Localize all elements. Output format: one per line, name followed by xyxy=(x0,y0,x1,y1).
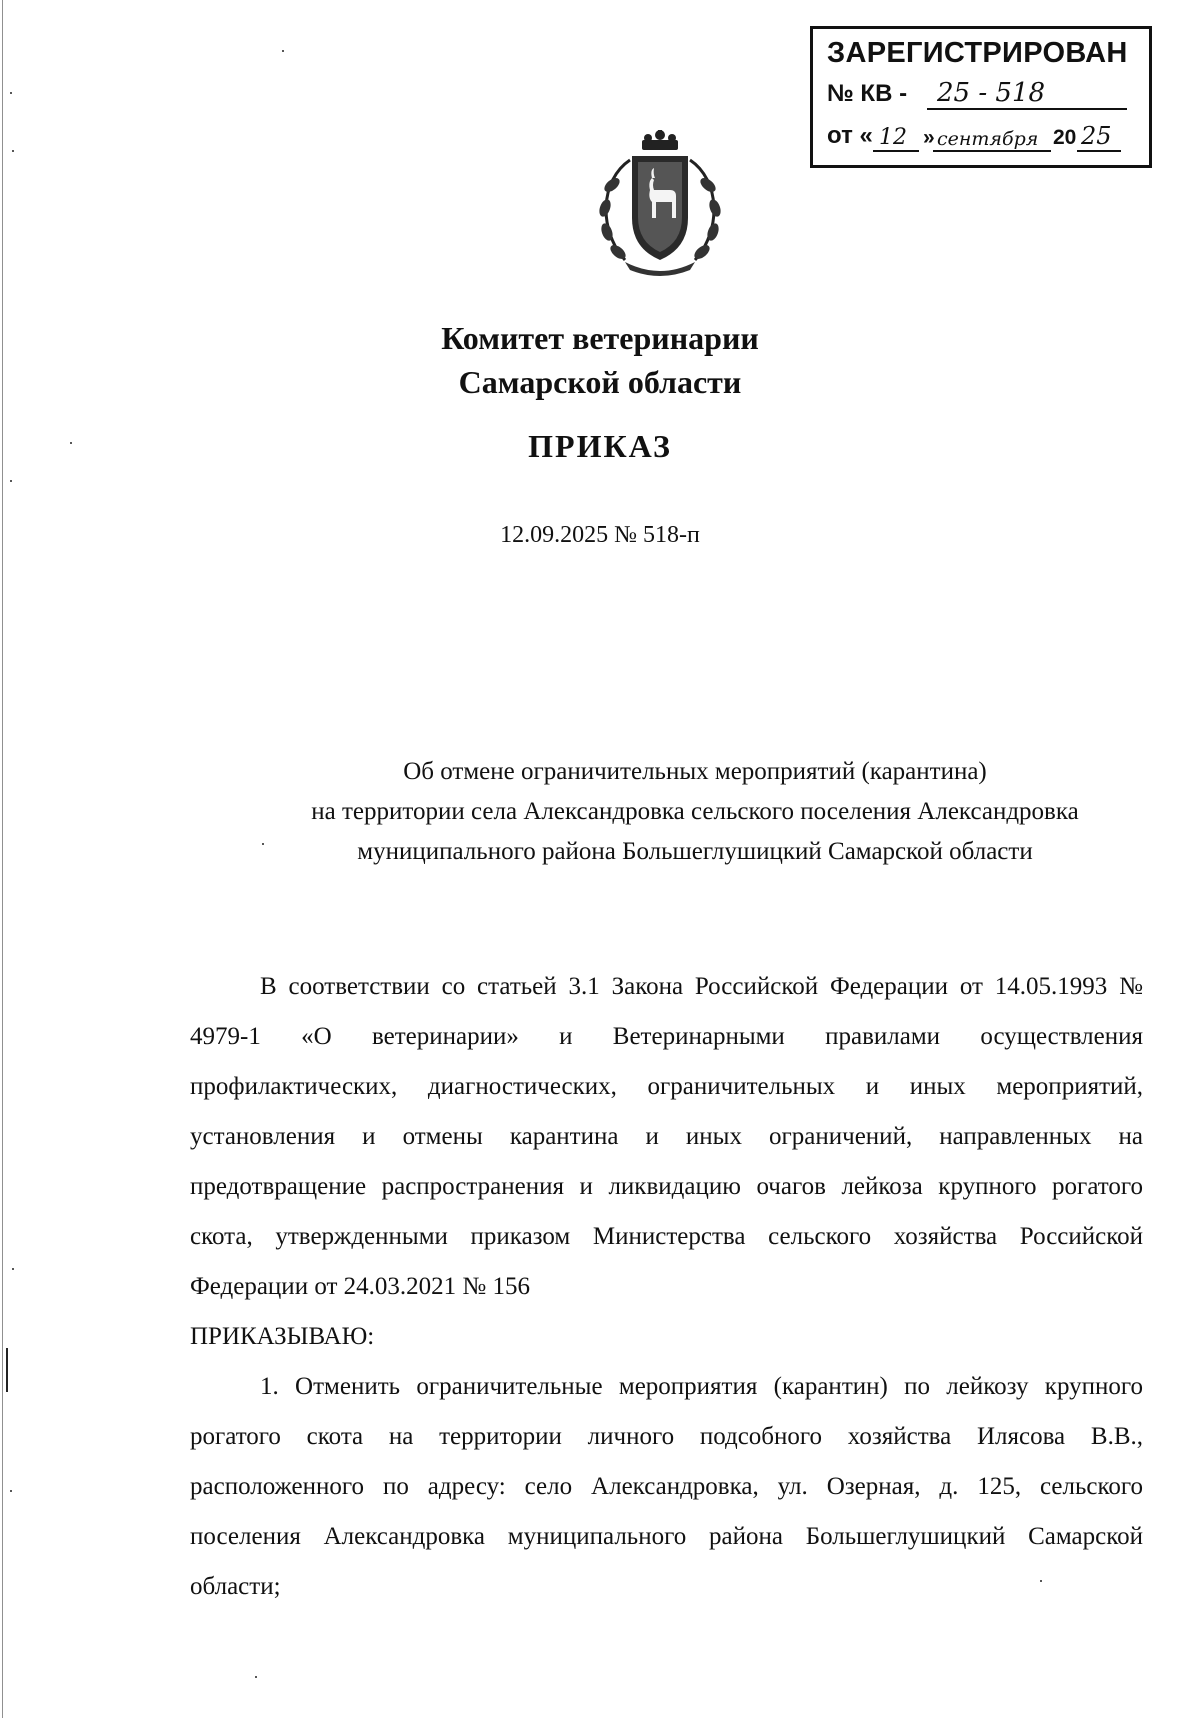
document-type: ПРИКАЗ xyxy=(528,428,672,464)
scan-dot xyxy=(12,150,14,152)
subject-line3: муниципального района Большеглушицкий Самарской области xyxy=(357,838,1033,865)
stamp-month-handwritten: сентября xyxy=(937,128,1039,150)
scan-dot xyxy=(255,1676,257,1678)
registration-stamp xyxy=(810,26,1152,168)
scan-dot xyxy=(10,480,12,482)
preamble-paragraph: В соответствии со статьей 3.1 Закона Российской Федерации от 14.05.1993 № 4979-1 «О ветеринарии» и Ветеринарными правилами осуществления профилактических, диагностических, ограничительных и иных мероприятий, установления и отмены карантина и иных ограничений, направленных на предотвращение распространения и ликвидацию очагов лейкоза крупного рогатого скота, утвержденными приказом Министерства сельского хозяйства Российской Федерации от 24.03.2021 № 156 xyxy=(190,973,1143,1300)
scan-artifact-line xyxy=(6,1348,8,1392)
subject-line2: на территории села Александровка сельского поселения Александровка xyxy=(311,798,1079,825)
document-subject xyxy=(250,752,1140,872)
order-item-1: 1. Отменить ограничительные мероприятия (карантин) по лейкозу крупного рогатого скота на территории личного подсобного хозяйства Илясова В.В., расположенного по адресу: село Александровка, ул. Озерная, д. 125, сельского поселения Александровка муниципального района Большеглушицкий Самарской области; xyxy=(190,1373,1143,1600)
scan-dot xyxy=(282,50,284,52)
stamp-day-handwritten: 12 xyxy=(879,125,907,150)
stamp-date-separator: » xyxy=(923,126,935,149)
document-body xyxy=(190,962,1143,1612)
stamp-title: ЗАРЕГИСТРИРОВАН xyxy=(827,37,1128,69)
scan-dot xyxy=(10,1490,12,1492)
stamp-date-line xyxy=(827,120,1135,154)
stamp-year-handwritten: 25 xyxy=(1081,122,1112,150)
stamp-day-underline xyxy=(873,150,919,152)
stamp-month-underline xyxy=(933,150,1051,152)
samara-coat-of-arms-icon xyxy=(590,130,730,280)
document-date-number: 12.09.2025 № 518-п xyxy=(500,522,700,548)
stamp-number-label: № КВ - xyxy=(827,80,908,107)
order-word: ПРИКАЗЫВАЮ: xyxy=(190,1323,375,1350)
stamp-year-underline xyxy=(1077,150,1121,152)
stamp-number-line xyxy=(827,78,1135,112)
stamp-number-handwritten: 25 - 518 xyxy=(937,78,1046,108)
organization-name-line2: Самарской области xyxy=(458,364,742,400)
scan-edge-line xyxy=(2,0,3,1718)
stamp-year-prefix: 20 xyxy=(1053,126,1077,149)
organization-name-line1: Комитет ветеринарии xyxy=(441,320,759,356)
stamp-number-underline xyxy=(927,108,1127,110)
scan-dot xyxy=(10,92,12,94)
organization-name xyxy=(0,316,1200,404)
scan-dot xyxy=(12,1268,14,1270)
subject-line1: Об отмене ограничительных мероприятий (карантина) xyxy=(403,758,987,785)
stamp-date-label: от « xyxy=(827,122,873,149)
